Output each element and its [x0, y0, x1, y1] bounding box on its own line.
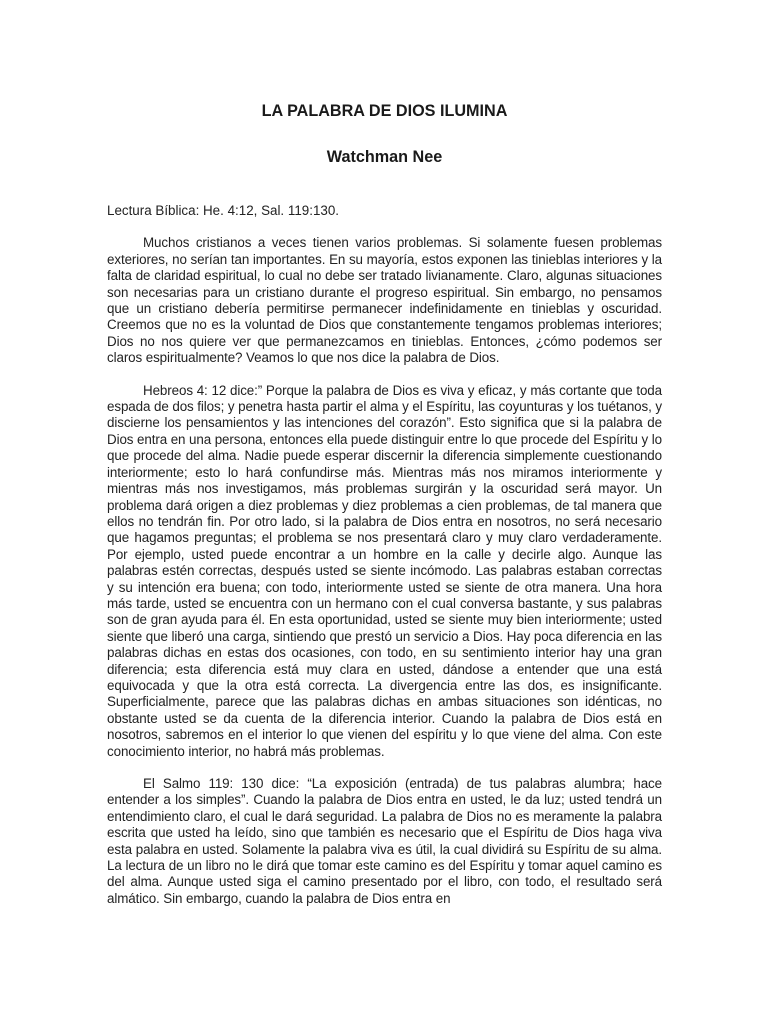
document-author: Watchman Nee — [326, 148, 443, 166]
paragraph-3: El Salmo 119: 130 dice: “La exposición (entrada) de tus palabras alumbra; hace entender a los simples”. Cuando la palabra de Dios entra en usted, le da luz; usted tendrá un entendimiento claro, el cual le dará seguridad. La palabra de Dios no es meramente la palabra escrita que usted ha leído, sino que también es necesario que el Espíritu de Dios haga viva esta palabra en usted. Solamente la palabra viva es útil, la cual dividirá su Espíritu de su alma. La lectura de un libro no le dirá que tomar este camino es del Espíritu y tomar aquel camino es del alma. Aunque usted siga el camino presentado por el libro, con todo, el resultado será almático. Sin embargo, cuando la palabra de Dios entra en — [107, 776, 662, 906]
document-title: LA PALABRA DE DIOS ILUMINA — [261, 102, 508, 120]
bible-reading: Lectura Bíblica: He. 4:12, Sal. 119:130. — [107, 203, 340, 218]
paragraph-2: Hebreos 4: 12 dice:” Porque la palabra de Dios es viva y eficaz, y más cortante que toda espada de dos filos; y penetra hasta partir el alma y el Espíritu, las coyunturas y los tuétanos, y discierne los pensamientos y las intenciones del corazón”. Esto significa que si la palabra de Dios entra en una persona, entonces ella puede distinguir entre lo que procede del Espíritu y lo que procede del alma. Nadie puede esperar discernir la diferencia simplemente cuestionando interiormente; esto lo hará confundirse más. Mientras más nos miramos interiormente y mientras más nos investigamos, más problemas surgirán y la oscuridad será mayor. Un problema dará origen a diez problemas y diez problemas a cien problemas, de tal manera que ellos no tendrán fin. Por otro lado, si la palabra de Dios entra en nosotros, no será necesario que hagamos preguntas; el problema se nos presentará claro y muy claro verdaderamente. Por ejemplo, usted puede encontrar a un hombre en la calle y decirle algo. Aunque las palabras estén correctas, después usted se siente incómodo. Las palabras estaban correctas y su intención era buena; con todo, interiormente usted se siente de otra manera. Una hora más tarde, usted se encuentra con un hermano con el cual conversa bastante, y sus palabras son de gran ayuda para él. En esta oportunidad, usted se siente muy bien interiormente; usted siente que liberó una carga, sintiendo que prestó un servicio a Dios. Hay poca diferencia en las palabras dichas en estas dos ocasiones, con todo, en su sentimiento interior hay una gran diferencia; esta diferencia está muy clara en usted, dándose a entender que una está equivocada y que la otra está correcta. La divergencia entre las dos, es insignificante. Superficialmente, parece que las palabras dichas en ambas situaciones son idénticas, no obstante usted se da cuenta de la diferencia interior. Cuando la palabra de Dios está en nosotros, sabremos en el interior lo que vienen del espíritu y lo que viene del alma. Con este conocimiento interior, no habrá más problemas. — [107, 382, 662, 759]
paragraph-1: Muchos cristianos a veces tienen varios problemas. Si solamente fuesen problemas exteriores, no serían tan importantes. En su mayoría, estos exponen las tinieblas interiores y la falta de claridad espiritual, lo cual no debe ser tratado livianamente. Claro, algunas situaciones son necesarias para un cristiano durante el progreso espiritual. Sin embargo, no pensamos que un cristiano debería permitirse permanecer indefinidamente en tinieblas y oscuridad. Creemos que no es la voluntad de Dios que constantemente tengamos problemas interiores; Dios no nos quiere ver que permanezcamos en tinieblas. Entonces, ¿cómo podemos ser claros espiritualmente? Veamos lo que nos dice la palabra de Dios. — [107, 235, 662, 366]
